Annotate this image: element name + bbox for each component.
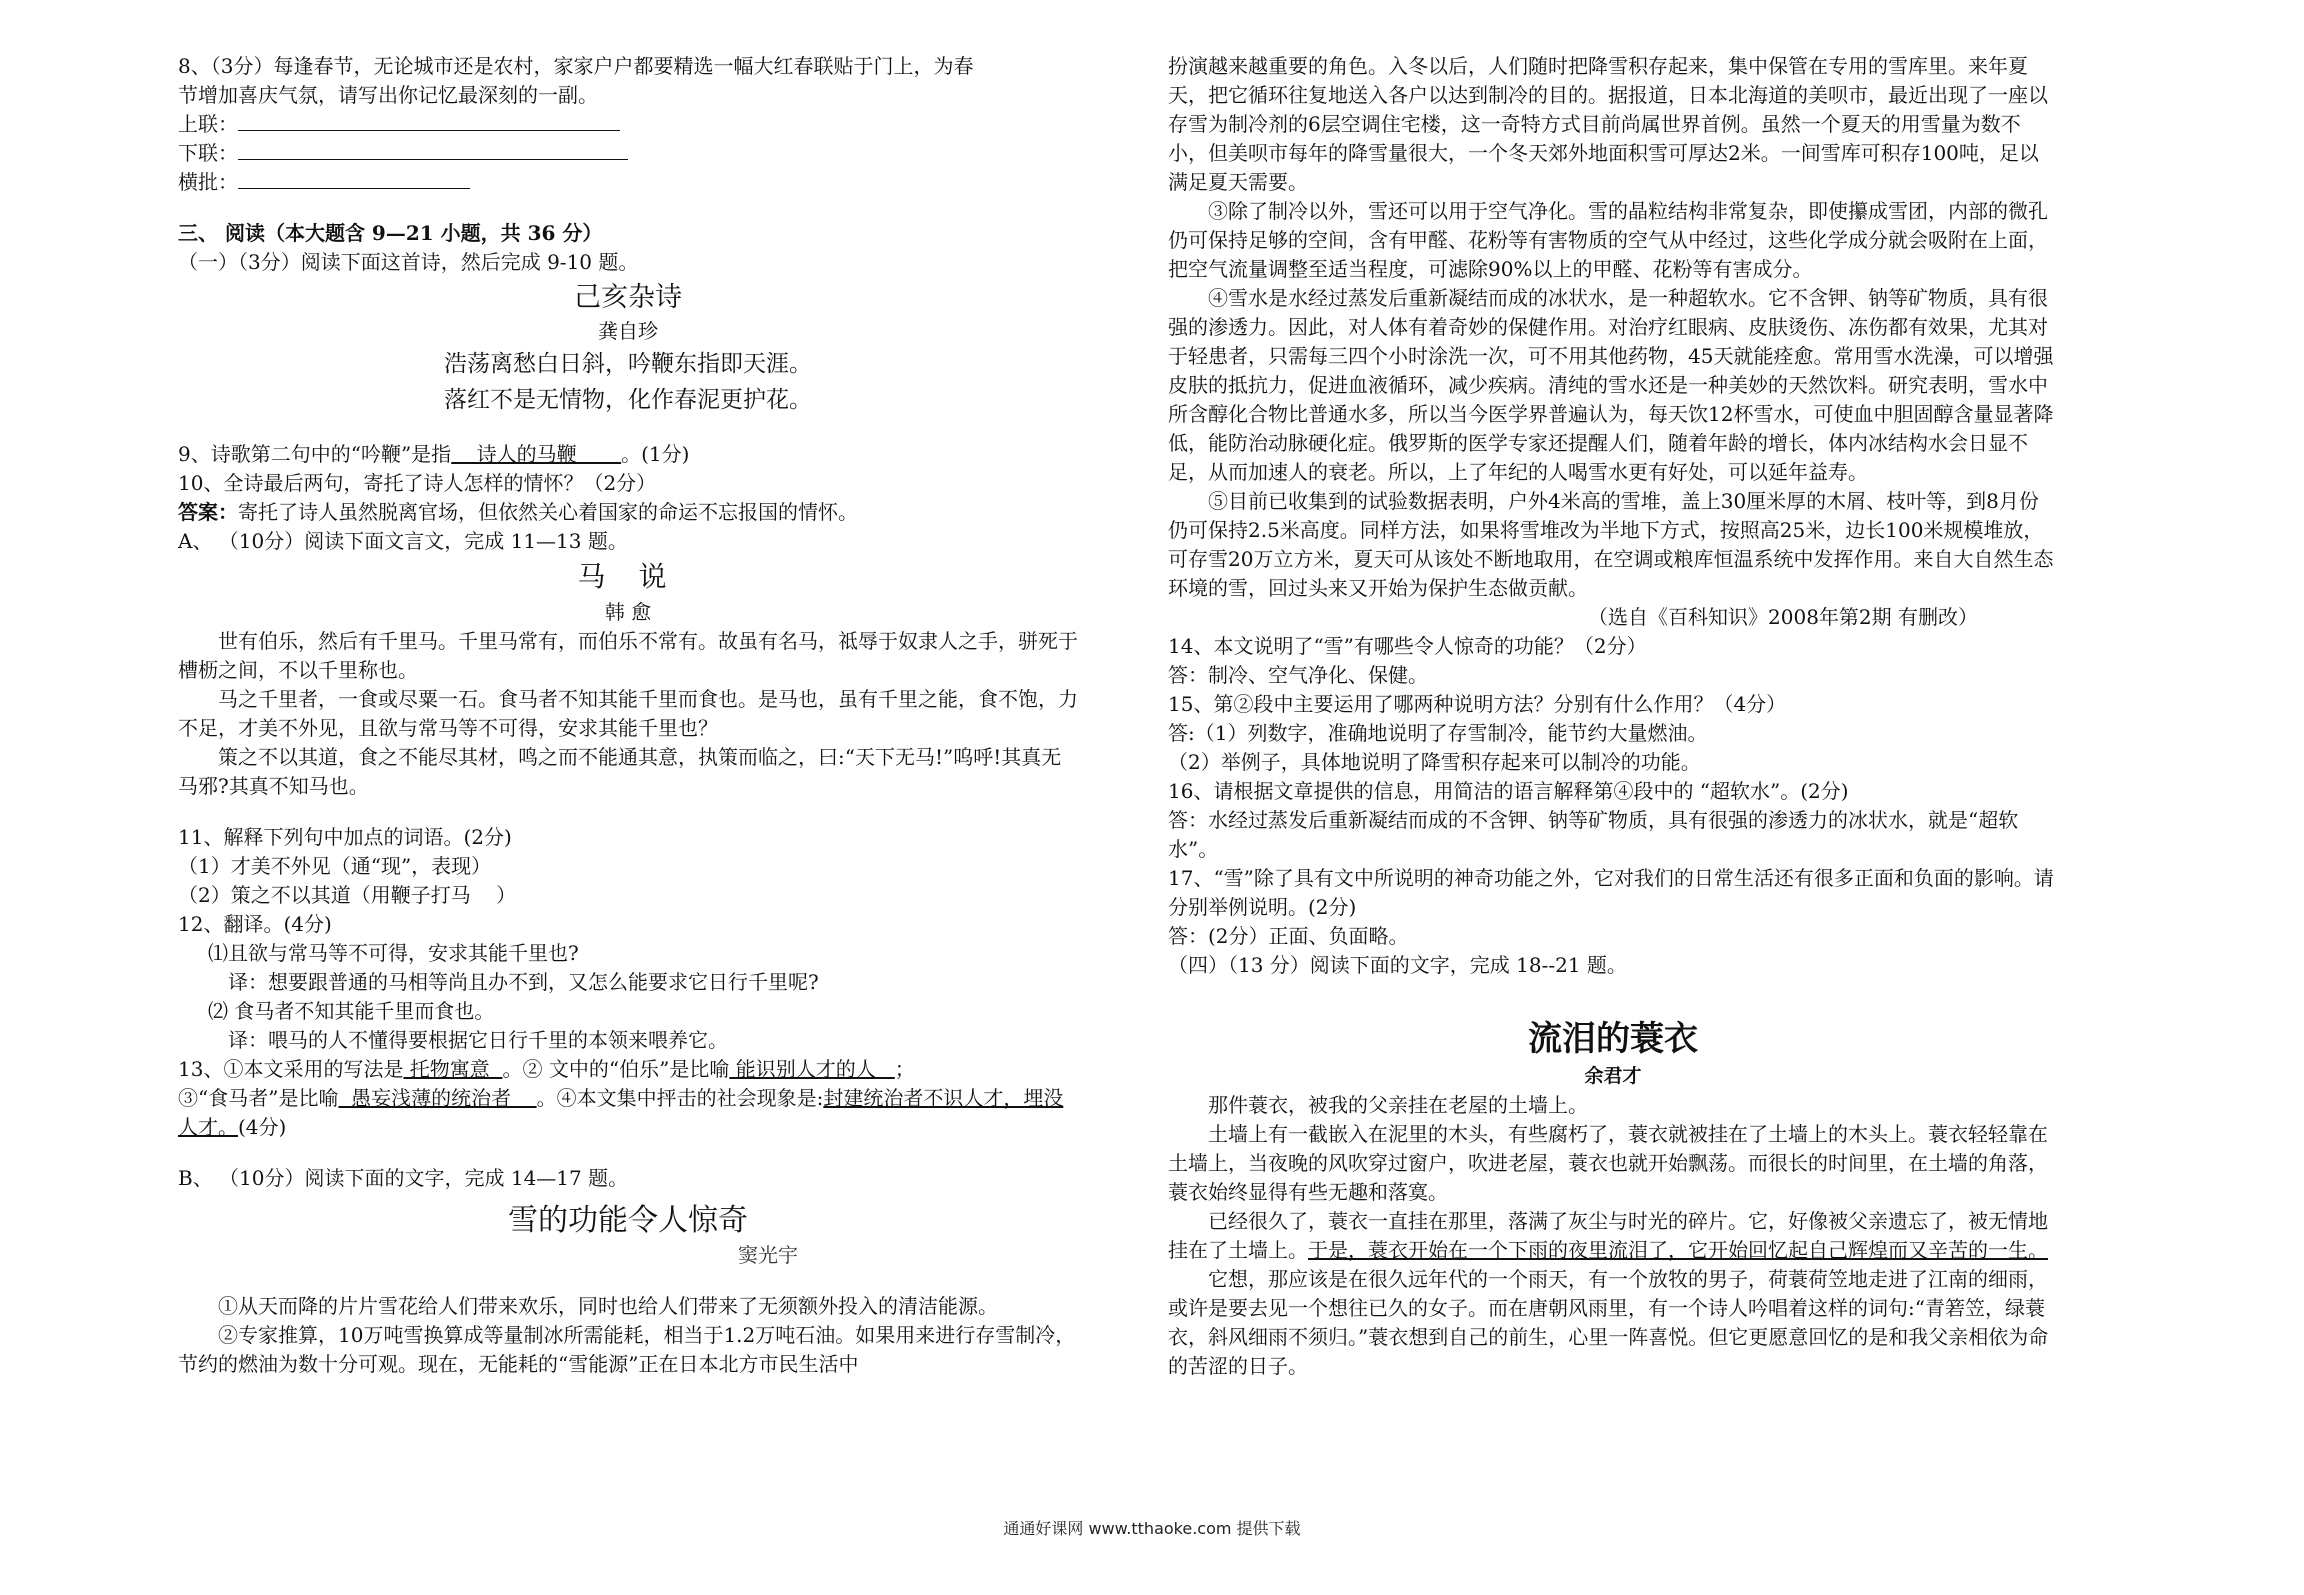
- partB-intro: B、 （10分）阅读下面的文字，完成 14—17 题。: [178, 1166, 629, 1190]
- q17-answer: 答：(2分）正面、负面略。: [1168, 924, 1409, 948]
- poem-title: 己亥杂诗: [574, 282, 682, 313]
- q12-s1: ⑴且欲与常马等不可得，安求其能千里也?: [208, 941, 579, 965]
- q11: 11、解释下列句中加点的词语。(2分): [178, 825, 512, 849]
- q12-s2: ⑵ 食马者不知其能千里而食也。: [208, 999, 495, 1023]
- coat-paragraph: 已经很久了，蓑衣一直挂在那里，落满了灰尘与时光的碎片。它，好像被父亲遗忘了，被无情地挂在了土墙上。于是，蓑衣开始在一个下雨的夜里流泪了，它开始回忆起自己辉煌而又辛苦的一生。: [1168, 1209, 2048, 1262]
- snow-source: （选自《百科知识》2008年第2期 有删改）: [1588, 605, 1978, 629]
- mashuo-paragraph: 马之千里者，一食或尽粟一石。食马者不知其能千里而食也。是马也，虽有千里之能，食不饱，力不足，才美不外见，且欲与常马等不可得，安求其能千里也？: [178, 687, 1078, 740]
- section-3-title: 三、 阅读（本大题含 9—21 小题，共 36 分）: [178, 221, 603, 245]
- coat-author: 余君才: [1584, 1065, 1642, 1087]
- q15-answer-2: （2）举例子，具体地说明了降雪积存起来可以制冷的功能。: [1168, 750, 1701, 774]
- poem-author: 龚自珍: [598, 319, 658, 343]
- q11-a1: （1）才美不外见（通“现”，表现）: [178, 854, 492, 878]
- q14: 14、本文说明了“雪”有哪些令人惊奇的功能？（2分）: [1168, 634, 1647, 658]
- snow-paragraph: ②专家推算，10万吨雪换算成等量制冰所需能耗，相当于1.2万吨石油。如果用来进行存雪制冷，节约的燃油为数十分可观。现在，无能耗的“雪能源”正在日本北方市民生活中: [178, 1323, 1076, 1376]
- right-column: [1168, 52, 2058, 1381]
- q16: 16、请根据文章提供的信息，用简洁的语言解释第④段中的 “超软水”。(2分): [1168, 779, 1849, 803]
- couplet-lower: 下联：: [178, 139, 1078, 168]
- snow-author: 窦光宇: [738, 1243, 798, 1267]
- q8-line2: 节增加喜庆气氛，请写出你记忆最深刻的一副。: [178, 83, 598, 107]
- couplet-upper: 上联：: [178, 110, 1078, 139]
- q15-answer-1: 答:（1）列数字，准确地说明了存雪制冷，能节约大量燃油。: [1168, 721, 1708, 745]
- coat-paragraph: 它想，那应该是在很久远年代的一个雨天，有一个放牧的男子，荷蓑荷笠地走进了江南的细雨，或许是要去见一个想往已久的女子。而在唐朝风雨里，有一个诗人吟唱着这样的词句:“青箬笠，绿蓑衣，斜风细雨不须归。”蓑衣想到自己的前生，心里一阵喜悦。但它更愿意回忆的是和我父亲相依为命的苦涩的日子。: [1168, 1267, 2049, 1378]
- left-column: [178, 52, 1078, 1379]
- mashuo-title: 马 说: [577, 560, 679, 593]
- q14-answer: 答：制冷、空气净化、保健。: [1168, 663, 1428, 687]
- q10: 10、全诗最后两句，寄托了诗人怎样的情怀？（2分）: [178, 471, 657, 495]
- mashuo-paragraph: 策之不以其道，食之不能尽其材，鸣之而不能通其意，执策而临之，曰:“天下无马!”呜呼!其真无马邪?其真不知马也。: [178, 745, 1062, 798]
- mashuo-author: 韩 愈: [604, 600, 652, 624]
- snow-paragraph: ③除了制冷以外，雪还可以用于空气净化。雪的晶粒结构非常复杂，即使攥成雪团，内部的微孔仍可保持足够的空间，含有甲醛、花粉等有害物质的空气从中经过，这些化学成分就会吸附在上面，把空气流量调整至适当程度，可滤除90%以上的甲醛、花粉等有害成分。: [1168, 199, 2048, 281]
- page-footer: 通通好课网 www.tthaoke.com 提供下载: [1003, 1519, 1301, 1538]
- q16-answer: 答：水经过蒸发后重新凝结而成的不含钾、钠等矿物质，具有很强的渗透力的冰状水，就是“超软水”。: [1168, 808, 2019, 861]
- mashuo-paragraph: 世有伯乐，然后有千里马。千里马常有，而伯乐不常有。故虽有名马，祗辱于奴隶人之手，骈死于槽枥之间，不以千里称也。: [178, 629, 1078, 682]
- q9: 9、诗歌第二句中的“吟鞭”是指 诗人的马鞭 。(1分): [178, 442, 690, 466]
- couplet-horizontal: 横批：: [178, 168, 1078, 197]
- snow-paragraph: ⑤目前已收集到的试验数据表明，户外4米高的雪堆，盖上30厘米厚的木屑、枝叶等，到8月份仍可保持2.5米高度。同样方法，如果将雪堆改为半地下方式，按照高25米，边长100米规模堆放，可存雪20万立方米，夏天可从该处不断地取用，在空调或粮库恒温系统中发挥作用。来自大自然生态环境的雪，回过头来又开始为保护生态做贡献。: [1168, 489, 2054, 600]
- partA-intro: A、 （10分）阅读下面文言文，完成 11—13 题。: [178, 529, 628, 553]
- q17: 17、“雪”除了具有文中所说明的神奇功能之外，它对我们的日常生活还有很多正面和负面的影响。请分别举例说明。(2分): [1168, 866, 2054, 919]
- part1-intro: （一）（3分）阅读下面这首诗，然后完成 9-10 题。: [178, 250, 639, 274]
- q12-t1: 译：想要跟普通的马相等尚且办不到，又怎么能要求它日行千里呢?: [228, 970, 819, 994]
- q10-answer: 答案：寄托了诗人虽然脱离官场，但依然关心着国家的命运不忘报国的情怀。: [178, 500, 858, 524]
- q11-a2: （2）策之不以其道（用鞭子打马 ）: [178, 883, 517, 907]
- coat-paragraph: 那件蓑衣，被我的父亲挂在老屋的土墙上。: [1208, 1093, 1588, 1117]
- snow-paragraph: ④雪水是水经过蒸发后重新凝结而成的冰状水，是一种超软水。它不含钾、钠等矿物质，具有很强的渗透力。因此，对人体有着奇妙的保健作用。对治疗红眼病、皮肤烫伤、冻伤都有效果，尤其对于轻患者，只需每三四个小时涂洗一次，可不用其他药物，45天就能痊愈。常用雪水洗澡，可以增强皮肤的抵抗力，促进血液循环，减少疾病。清纯的雪水还是一种美妙的天然饮料。研究表明，雪水中所含醇化合物比普通水多，所以当今医学界普遍认为，每天饮12杯雪水，可使血中胆固醇含量显著降低，能防治动脉硬化症。俄罗斯的医学专家还提醒人们，随着年龄的增长，体内冰结构水会日显不足，从而加速人的衰老。所以，上了年纪的人喝雪水更有好处，可以延年益寿。: [1168, 286, 2054, 484]
- q13: 13、①本文采用的写法是 托物寓意 。② 文中的“伯乐”是比喻 能识别人才的人 ； ③“食马者”是比喻 愚妄浅薄的统治者 。④本文集中抨击的社会现象是:封建统治者不识人才，埋没人才。(4分): [178, 1057, 1064, 1139]
- q8-line1: 8、（3分）每逢春节，无论城市还是农村，家家户户都要精选一幅大红春联贴于门上，为春: [178, 54, 974, 78]
- snow-title: 雪的功能令人惊奇: [508, 1203, 748, 1238]
- poem-line: 落红不是无情物，化作春泥更护花。: [444, 387, 812, 413]
- coat-paragraph: 土墙上有一截嵌入在泥里的木头，有些腐朽了，蓑衣就被挂在了土墙上的木头上。蓑衣轻轻靠在土墙上，当夜晚的风吹穿过窗户，吹进老屋，蓑衣也就开始飘荡。而很长的时间里，在土墙的角落，蓑衣始终显得有些无趣和落寞。: [1168, 1122, 2048, 1204]
- coat-title: 流泪的蓑衣: [1528, 1019, 1698, 1059]
- q12: 12、翻译。(4分): [178, 912, 332, 936]
- q12-t2: 译：喂马的人不懂得要根据它日行千里的本领来喂养它。: [228, 1028, 728, 1052]
- snow-paragraph: 扮演越来越重要的角色。入冬以后，人们随时把降雪积存起来，集中保管在专用的雪库里。来年夏天，把它循环往复地送入各户以达到制冷的目的。据报道，日本北海道的美呗市，最近出现了一座以存雪为制冷剂的6层空调住宅楼，这一奇特方式目前尚属世界首例。虽然一个夏天的用雪量为数不小，但美呗市每年的降雪量很大，一个冬天郊外地面积雪可厚达2米。一间雪库可积存100吨，足以满足夏天需要。: [1168, 54, 2048, 194]
- q15: 15、第②段中主要运用了哪两种说明方法？分别有什么作用？（4分）: [1168, 692, 1787, 716]
- part4-intro: （四）（13 分）阅读下面的文字，完成 18--21 题。: [1168, 953, 1627, 977]
- snow-paragraph: ①从天而降的片片雪花给人们带来欢乐，同时也给人们带来了无须额外投入的清洁能源。: [218, 1294, 998, 1318]
- poem-line: 浩荡离愁白日斜，吟鞭东指即天涯。: [444, 351, 812, 377]
